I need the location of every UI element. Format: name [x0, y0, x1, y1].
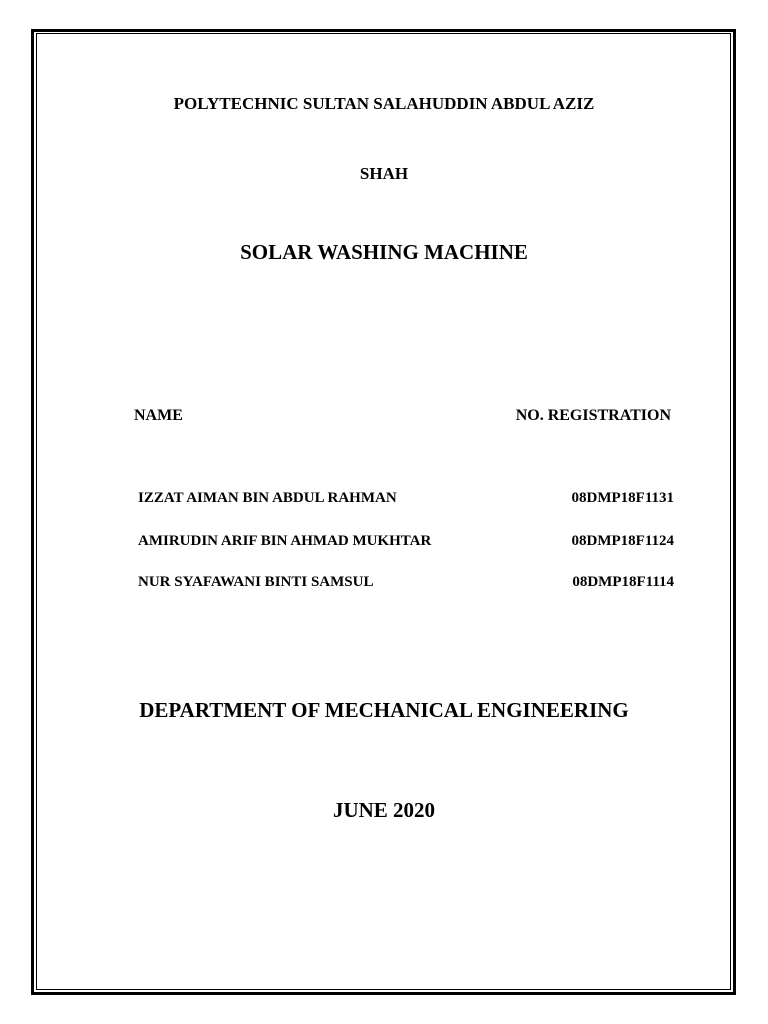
member-name: IZZAT AIMAN BIN ABDUL RAHMAN — [138, 490, 397, 506]
department-name: DEPARTMENT OF MECHANICAL ENGINEERING — [139, 698, 629, 722]
member-row — [0, 574, 768, 594]
member-registration: 08DMP18F1124 — [571, 533, 674, 549]
member-row — [0, 490, 768, 510]
member-name: NUR SYAFAWANI BINTI SAMSUL — [138, 574, 374, 590]
member-registration: 08DMP18F1114 — [572, 574, 674, 590]
institution-name-line-2: SHAH — [359, 164, 409, 183]
institution-name-line-1: POLYTECHNIC SULTAN SALAHUDDIN ABDUL AZIZ — [173, 94, 595, 113]
name-column-header: NAME — [134, 407, 183, 424]
member-row — [0, 533, 768, 553]
registration-column-header: NO. REGISTRATION — [515, 407, 671, 424]
member-name: AMIRUDIN ARIF BIN AHMAD MUKHTAR — [138, 533, 432, 549]
member-registration: 08DMP18F1131 — [571, 490, 674, 506]
submission-date: JUNE 2020 — [332, 798, 436, 822]
project-title: SOLAR WASHING MACHINE — [240, 240, 528, 264]
